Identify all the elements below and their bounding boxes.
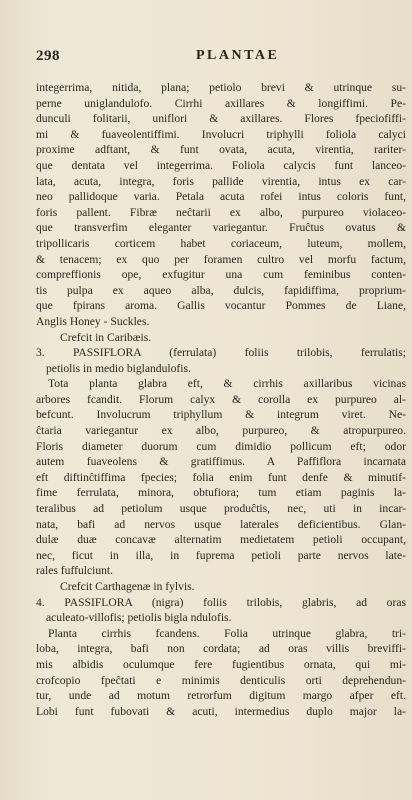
text-line: tripollicaris corticem habet coriaceum, luteum, mollem, bbox=[36, 236, 406, 250]
page-body-text bbox=[36, 80, 406, 719]
text-line: 4. PASSIFLORA (nigra) foliis trilobis, glabris, ad oras bbox=[36, 595, 406, 609]
text-line: loba, integra, bafi non cordata; ad oras villis breviffi- bbox=[36, 642, 406, 656]
text-line: Planta cirrhis fcandens. Folia utrinque glabra, tri- bbox=[48, 626, 406, 640]
text-line: que transverfim eleganter variegantur. Fruĉtus ovatus & bbox=[36, 221, 406, 235]
text-line: 3. PASSIFLORA (ferrulata) foliis trilobis, ferrulatis; bbox=[36, 346, 406, 360]
text-line: Tota planta glabra eft, & cirrhis axillaribus vicinas bbox=[48, 377, 406, 391]
text-line: que dentata vel integerrima. Foliola calycis funt lanceo- bbox=[36, 158, 406, 172]
text-line: neo pallidoque varia. Petala acuta rofei intus coloris funt, bbox=[36, 190, 406, 204]
text-line: Lobi funt fubovati & acuti, intermedius duplo major la- bbox=[36, 704, 406, 718]
text-line: lata, acuta, integra, foris pallide virentia, intus ex car- bbox=[36, 174, 406, 188]
text-line: foris pallent. Fibræ neĉtarii ex albo, purpureo violaceo- bbox=[36, 205, 406, 219]
text-line: dulæ duæ concavæ alternatim medietatem petioli occupant, bbox=[36, 533, 406, 547]
page-number: 298 bbox=[36, 48, 60, 64]
text-line: Crefcit Carthagenæ in fylvis. bbox=[60, 580, 195, 593]
page-header bbox=[36, 48, 402, 66]
running-head: PLANTAE bbox=[196, 48, 280, 63]
text-line: nec, ficut in illa, in fuprema petioli parte nervos late- bbox=[36, 548, 406, 562]
text-line: compreffionis ope, exfugitur una cum feminibus conten- bbox=[36, 268, 406, 282]
text-line: que fpirans aroma. Gallis vocantur Pommes de Liane, bbox=[36, 299, 406, 313]
text-line: befcunt. Involucrum triphyllum & integrum viret. Ne- bbox=[36, 408, 406, 422]
text-line: Crefcit in Caribæis. bbox=[60, 330, 152, 344]
text-line: eft diftinĉtiffima fpecies; folia enim funt denfe & minutif- bbox=[36, 470, 406, 484]
text-line: petiolis in medio biglandulofis. bbox=[46, 361, 191, 375]
text-line: ĉtaria variegantur ex albo, purpureo, & atropurpureo. bbox=[36, 424, 406, 438]
text-line: rales fuffulciunt. bbox=[36, 564, 114, 578]
text-line: & tenacem; ex quo per foramen cultro vel morfu factum, bbox=[36, 252, 406, 266]
text-line: Floris diameter duorum cum dimidio pollicum eft; odor bbox=[36, 439, 406, 453]
text-line: fime ferrulata, minora, obtufiora; tum etiam paginis la- bbox=[36, 486, 406, 500]
text-line: crofcopio fpeĉtati e minimis denticulis orti deprehendun- bbox=[36, 673, 406, 687]
text-line: mi & fuaveolentiffimi. Involucri triphylli foliola calyci bbox=[36, 127, 406, 141]
text-line: integerrima, nitida, plana; petiolo brevi & utrinque su- bbox=[36, 81, 406, 94]
text-line: perne uniglandulofo. Cirrhi axillares & longiffimi. Pe- bbox=[36, 96, 406, 110]
text-line: teralibus ad petiolum usque produĉtis, nec, uti in incar- bbox=[36, 502, 406, 516]
text-line: nata, bafi ad nervos usque laterales deficientibus. Glan- bbox=[36, 517, 406, 531]
text-line: autem fuaveolens & gratiffimus. A Paffiflora incarnata bbox=[36, 455, 406, 469]
text-line: tur, unde ad motum retrorfum digitum margo afper eft. bbox=[36, 689, 406, 703]
text-line: tis pulpa ex aqueo alba, dulcis, fapidiffima, proprium- bbox=[36, 283, 406, 297]
text-line: proxime adftant, & funt ovata, acuta, virentia, rariter- bbox=[36, 143, 406, 157]
text-line: aculeato-villofis; petiolis bigla ndulofis. bbox=[46, 611, 232, 625]
text-line: dunculi folitarii, uniflori & axillares. Flores fpeciofiffi- bbox=[36, 112, 406, 126]
text-line: mis albidis oculumque fere fugientibus ornata, qui mi- bbox=[36, 657, 406, 671]
text-line: Anglis Honey - Suckles. bbox=[36, 314, 150, 328]
text-line: arbores fcandit. Florum calyx & corolla ex purpureo al- bbox=[36, 392, 406, 406]
